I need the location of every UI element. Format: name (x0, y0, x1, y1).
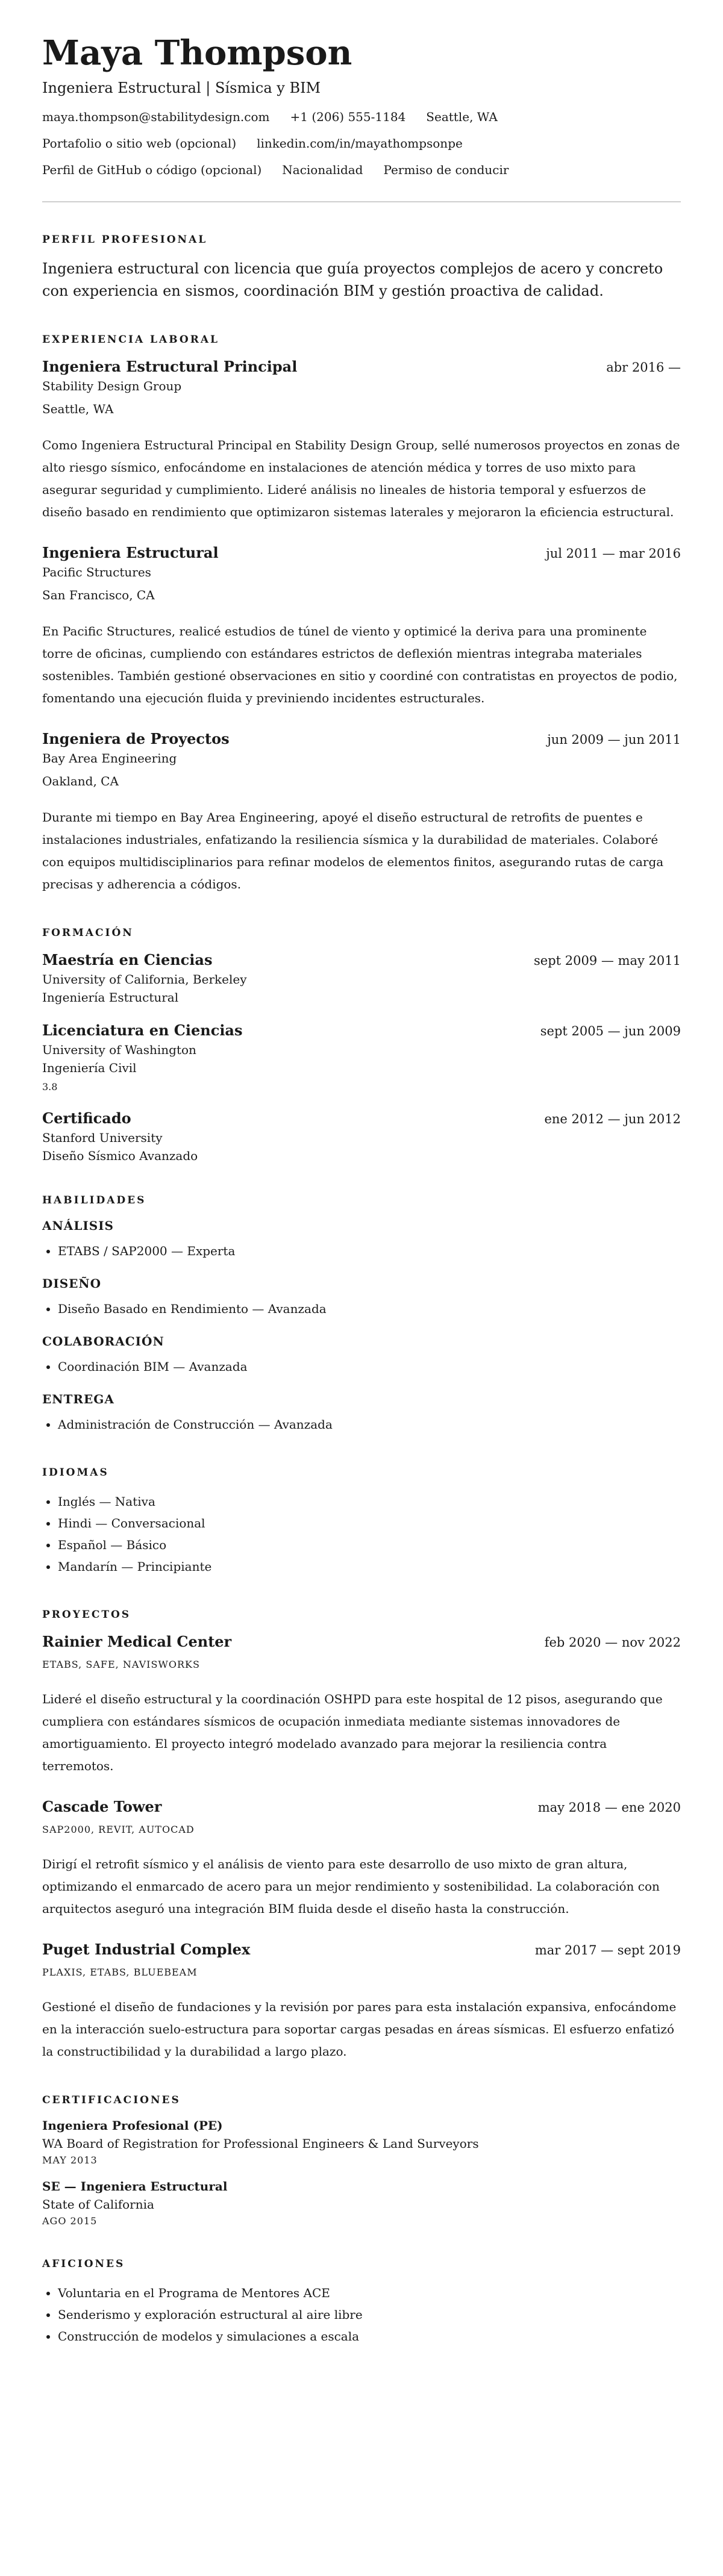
section-title-languages: IDIOMAS (42, 1466, 109, 1479)
project-tech: SAP2000, REVIT, AUTOCAD (42, 1823, 195, 1835)
certification-entry (42, 2179, 681, 2227)
education-section (42, 927, 681, 1163)
section-title-certifications: CERTIFICACIONES (42, 2094, 181, 2106)
project-name: Cascade Tower (42, 1797, 162, 1815)
candidate-name: Maya Thompson (42, 33, 352, 73)
degree-title: Maestría en Ciencias (42, 950, 213, 968)
job-date: abr 2016 — (606, 360, 681, 375)
job-title: Ingeniera Estructural Principal (42, 357, 298, 375)
certification-date: MAY 2013 (42, 2154, 98, 2166)
skill-items (42, 1356, 681, 1377)
skills-list (42, 1218, 681, 1435)
job-date: jul 2011 — mar 2016 (546, 546, 681, 561)
job-description: Durante mi tiempo en Bay Area Engineering, apoyé el diseño estructural de retrofits de puentes e instalaciones industriales, enfatizando la resiliencia sísmica y la durabilidad de materiales. Colaboré con equipos multidisciplinarios para refinar modelos de elementos finitos, asegurando rutas de carga precisas y adherencia a códigos. (42, 809, 664, 891)
certification-issuer: WA Board of Registration for Professional Engineers & Land Surveyors (42, 2136, 479, 2151)
job-title: Ingeniera de Proyectos (42, 729, 230, 747)
certification-title: SE — Ingeniera Estructural (42, 2178, 228, 2194)
degree-grade: 3.8 (42, 1081, 58, 1093)
portfolio-link[interactable]: Portafolio o sitio web (opcional) (42, 136, 237, 151)
contact-row-2 (42, 136, 681, 151)
language-item: • Español — Básico (58, 1534, 681, 1556)
project-tech: ETABS, SAFE, NAVISWORKS (42, 1658, 200, 1670)
location-text: Seattle, WA (426, 109, 498, 124)
skill-items (42, 1298, 681, 1320)
hobby-item: • Voluntaria en el Programa de Mentores ACE (58, 2282, 681, 2304)
linkedin-link[interactable]: linkedin.com/in/mayathompsonpe (257, 136, 463, 151)
job-location: Seattle, WA (42, 401, 114, 416)
hobby-item: • Senderismo y exploración estructural al aire libre (58, 2304, 681, 2325)
skill-category: COLABORACIÓN (42, 1333, 164, 1349)
project-date: mar 2017 — sept 2019 (534, 1942, 681, 1957)
certification-entry (42, 2118, 681, 2166)
degree-field: Diseño Sísmico Avanzado (42, 1148, 198, 1163)
header-divider (42, 201, 681, 202)
certification-title: Ingeniera Profesional (PE) (42, 2118, 223, 2133)
email-link[interactable]: maya.thompson@stabilitydesign.com (42, 109, 270, 124)
project-entry (42, 1633, 681, 1777)
degree-title: Licenciatura en Ciencias (42, 1021, 243, 1039)
experience-entry (42, 730, 681, 896)
language-item: • Inglés — Nativa (58, 1491, 681, 1512)
skill-item: • Diseño Basado en Rendimiento — Avanzada (58, 1298, 681, 1320)
experience-entry (42, 544, 681, 709)
project-name: Puget Industrial Complex (42, 1940, 251, 1958)
section-title-hobbies: AFICIONES (42, 2257, 125, 2270)
language-item: • Hindi — Conversacional (58, 1512, 681, 1534)
degree-date: ene 2012 — jun 2012 (544, 1111, 681, 1126)
hobbies-list (42, 2282, 681, 2347)
skills-section (42, 1194, 681, 1435)
resume-header (42, 35, 681, 177)
license-text: Permiso de conducir (383, 162, 509, 177)
education-entry (42, 1109, 681, 1163)
job-location: Oakland, CA (42, 773, 119, 788)
nationality-text: Nacionalidad (282, 162, 363, 177)
profile-section (42, 234, 681, 302)
job-title: Ingeniera Estructural (42, 543, 219, 561)
job-company: Pacific Structures (42, 564, 151, 579)
hobbies-section (42, 2258, 681, 2347)
project-description: Gestioné el diseño de fundaciones y la revisión por pares para esta instalación expansiva, enfocándome en la interacción suelo-estructura para soportar cargas pesadas en áreas sísmicas. El esfuerzo enfatizó la constructibilidad y la durabilidad a largo plazo. (42, 1999, 677, 2059)
skill-category: ENTREGA (42, 1391, 114, 1406)
language-item: • Mandarín — Principiante (58, 1556, 681, 1577)
degree-date: sept 2009 — may 2011 (534, 953, 681, 968)
job-description: Como Ingeniera Estructural Principal en Stability Design Group, sellé numerosos proyectos en zonas de alto riesgo sísmico, enfocándome en instalaciones de atención médica y torres de uso mixto para asegurar seguridad y cumplimiento. Lideré análisis no lineales de historia temporal y esfuerzos de diseño basado en rendimiento que optimizaron sistemas laterales y mejoraron la eficiencia estructural. (42, 437, 680, 519)
job-company: Stability Design Group (42, 378, 182, 393)
project-date: may 2018 — ene 2020 (537, 1800, 681, 1815)
section-title-projects: PROYECTOS (42, 1608, 131, 1621)
profile-summary: Ingeniera estructural con licencia que guía proyectos complejos de acero y concreto con experiencia en sismos, coordinación BIM y gestión proactiva de calidad. (42, 260, 663, 299)
section-title-profile: PERFIL PROFESIONAL (42, 233, 208, 246)
degree-field: Ingeniería Civil (42, 1060, 137, 1075)
skill-item: • ETABS / SAP2000 — Experta (58, 1240, 681, 1262)
school-name: Stanford University (42, 1130, 163, 1145)
section-title-education: FORMACIÓN (42, 926, 134, 939)
degree-date: sept 2005 — jun 2009 (540, 1023, 681, 1038)
skill-category: DISEÑO (42, 1276, 102, 1291)
project-name: Rainier Medical Center (42, 1632, 232, 1650)
skill-items (42, 1240, 681, 1262)
project-date: feb 2020 — nov 2022 (544, 1635, 681, 1650)
projects-section (42, 1609, 681, 2063)
skill-item: • Administración de Construcción — Avanzada (58, 1414, 681, 1435)
skill-items (42, 1414, 681, 1435)
phone-text: +1 (206) 555-1184 (290, 109, 406, 124)
job-date: jun 2009 — jun 2011 (547, 732, 681, 747)
project-entry (42, 1941, 681, 2063)
experience-section (42, 334, 681, 896)
school-name: University of California, Berkeley (42, 971, 247, 987)
contact-row-1 (42, 110, 681, 124)
contact-row-3 (42, 163, 681, 177)
section-title-skills: HABILIDADES (42, 1194, 146, 1206)
languages-list (42, 1491, 681, 1577)
certifications-section (42, 2094, 681, 2227)
skill-category: ANÁLISIS (42, 1218, 114, 1233)
degree-title: Certificado (42, 1109, 131, 1127)
job-description: En Pacific Structures, realicé estudios de túnel de viento y optimicé la deriva para una prominente torre de oficinas, cumpliendo con estándares estrictos de deflexión mientras integraba materiales sostenibles. También gestioné observaciones en sitio y coordiné con contratistas en proyectos de podio, fomentando una ejecución fluida y previniendo incidentes estructurales. (42, 623, 678, 705)
job-company: Bay Area Engineering (42, 750, 177, 766)
candidate-tagline: Ingeniera Estructural | Sísmica y BIM (42, 79, 321, 96)
project-tech: PLAXIS, ETABS, BLUEBEAM (42, 1966, 198, 1978)
school-name: University of Washington (42, 1042, 196, 1057)
hobby-item: • Construcción de modelos y simulaciones a escala (58, 2325, 681, 2347)
project-description: Lideré el diseño estructural y la coordinación OSHPD para este hospital de 12 pisos, asegurando que cumpliera con estándares sísmicos de ocupación inmediata mediante sistemas innovadores de amortiguamiento. El proyecto integró modelado avanzado para mejorar la resiliencia contra terremotos. (42, 1691, 663, 1773)
project-description: Dirigí el retrofit sísmico y el análisis de viento para este desarrollo de uso mixto de gran altura, optimizando el enmarcado de acero para un mejor rendimiento y sostenibilidad. La colaboración con arquitectos aseguró una integración BIM fluida desde el diseño hasta la construcción. (42, 1856, 660, 1916)
languages-section (42, 1467, 681, 1577)
skill-item: • Coordinación BIM — Avanzada (58, 1356, 681, 1377)
degree-field: Ingeniería Estructural (42, 990, 179, 1005)
section-title-experience: EXPERIENCIA LABORAL (42, 333, 219, 346)
certification-issuer: State of California (42, 2197, 154, 2212)
education-entry (42, 951, 681, 1005)
experience-entry (42, 358, 681, 523)
job-location: San Francisco, CA (42, 587, 155, 602)
education-entry (42, 1021, 681, 1093)
github-link[interactable]: Perfil de GitHub o código (opcional) (42, 162, 262, 177)
project-entry (42, 1798, 681, 1920)
certification-date: AGO 2015 (42, 2215, 98, 2227)
